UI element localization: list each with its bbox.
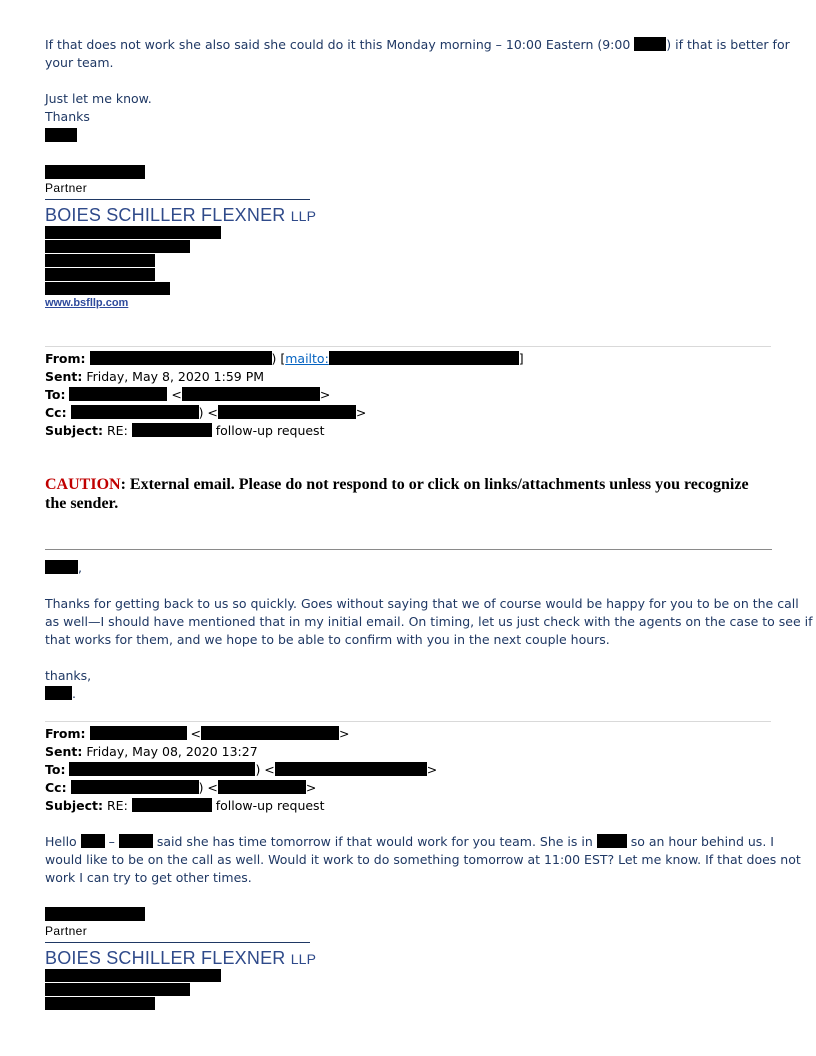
redaction xyxy=(45,686,72,700)
redaction xyxy=(90,351,272,365)
message2-line-1: Hello – said she has time tomorrow if that would work for you team. She is in so an hour behind us. I xyxy=(45,834,774,849)
reply-greeting: , xyxy=(45,560,82,575)
firm-name: BOIES SCHILLER FLEXNER LLP xyxy=(45,205,317,225)
redaction xyxy=(275,762,427,776)
signature2-title: Partner xyxy=(45,924,88,938)
redaction xyxy=(45,997,155,1010)
redaction xyxy=(45,165,145,179)
firm-name-2: BOIES SCHILLER FLEXNER LLP xyxy=(45,948,317,968)
from-line-2: From: < > xyxy=(45,726,350,741)
redaction xyxy=(45,282,170,295)
sent-line-2: Sent: Friday, May 08, 2020 13:27 xyxy=(45,744,258,759)
redaction xyxy=(45,240,190,253)
redaction xyxy=(182,387,320,401)
reply-para-line-3: that works for them, and we hope to be able to confirm with you in the next couple hours. xyxy=(45,632,610,647)
message2-line-3: work I can try to get other times. xyxy=(45,870,252,885)
thanks-text: Thanks xyxy=(45,109,90,124)
redaction xyxy=(45,268,155,281)
redaction xyxy=(119,834,153,848)
signature-title: Partner xyxy=(45,181,88,195)
signature-rule xyxy=(45,199,310,200)
signature2-rule xyxy=(45,942,310,943)
redaction xyxy=(597,834,627,848)
cc-line-2: Cc: ) < > xyxy=(45,780,317,795)
redaction xyxy=(218,780,306,794)
caution-divider xyxy=(45,549,772,550)
reply-closing: thanks, xyxy=(45,668,92,683)
redaction xyxy=(45,907,145,921)
redaction xyxy=(45,560,78,574)
redaction xyxy=(45,128,77,142)
header-separator xyxy=(45,346,771,347)
redaction xyxy=(132,798,212,812)
redaction xyxy=(90,726,187,740)
redaction xyxy=(45,983,190,996)
redaction xyxy=(45,969,221,982)
redaction xyxy=(71,780,199,794)
redaction xyxy=(81,834,105,848)
redaction xyxy=(69,762,255,776)
redaction xyxy=(71,405,199,419)
redaction xyxy=(201,726,339,740)
subject-line-2: Subject: RE: follow-up request xyxy=(45,798,325,813)
top-line-2: your team. xyxy=(45,55,114,70)
to-line: To: < > xyxy=(45,387,331,402)
redaction xyxy=(132,423,212,437)
sent-line: Sent: Friday, May 8, 2020 1:59 PM xyxy=(45,369,265,384)
let-me-know: Just let me know. xyxy=(45,91,152,106)
redaction xyxy=(218,405,356,419)
subject-line: Subject: RE: follow-up request xyxy=(45,423,325,438)
from-line: From: ) [mailto: ] xyxy=(45,351,524,366)
cc-line: Cc: ) < > xyxy=(45,405,367,420)
caution-banner: CAUTION: External email. Please do not respond to or click on links/attachments unless you recognize the sender. xyxy=(45,476,749,512)
to-line-2: To: ) < > xyxy=(45,762,438,777)
header-separator-2 xyxy=(45,721,771,722)
top-line-1: If that does not work she also said she could do it this Monday morning – 10:00 Eastern (9:00 ) if that is better for xyxy=(45,37,790,52)
reply-para-line-1: Thanks for getting back to us so quickly. Goes without saying that we of course would be happy for you to be on the call xyxy=(45,596,799,611)
reply-para-line-2: as well—I should have mentioned that in my initial email. On timing, let us just check with the agents on the case to see if xyxy=(45,614,813,629)
reply-sign: . xyxy=(45,686,76,701)
message2-line-2: would like to be on the call as well. Would it work to do something tomorrow at 11:00 EST? Let me know. If that does not xyxy=(45,852,801,867)
redaction xyxy=(634,37,666,51)
redaction xyxy=(69,387,167,401)
redaction xyxy=(329,351,519,365)
mailto-link[interactable]: mailto: xyxy=(285,351,329,366)
website-link[interactable]: www.bsfllp.com xyxy=(45,297,129,309)
redaction xyxy=(45,226,221,239)
redaction xyxy=(45,254,155,267)
